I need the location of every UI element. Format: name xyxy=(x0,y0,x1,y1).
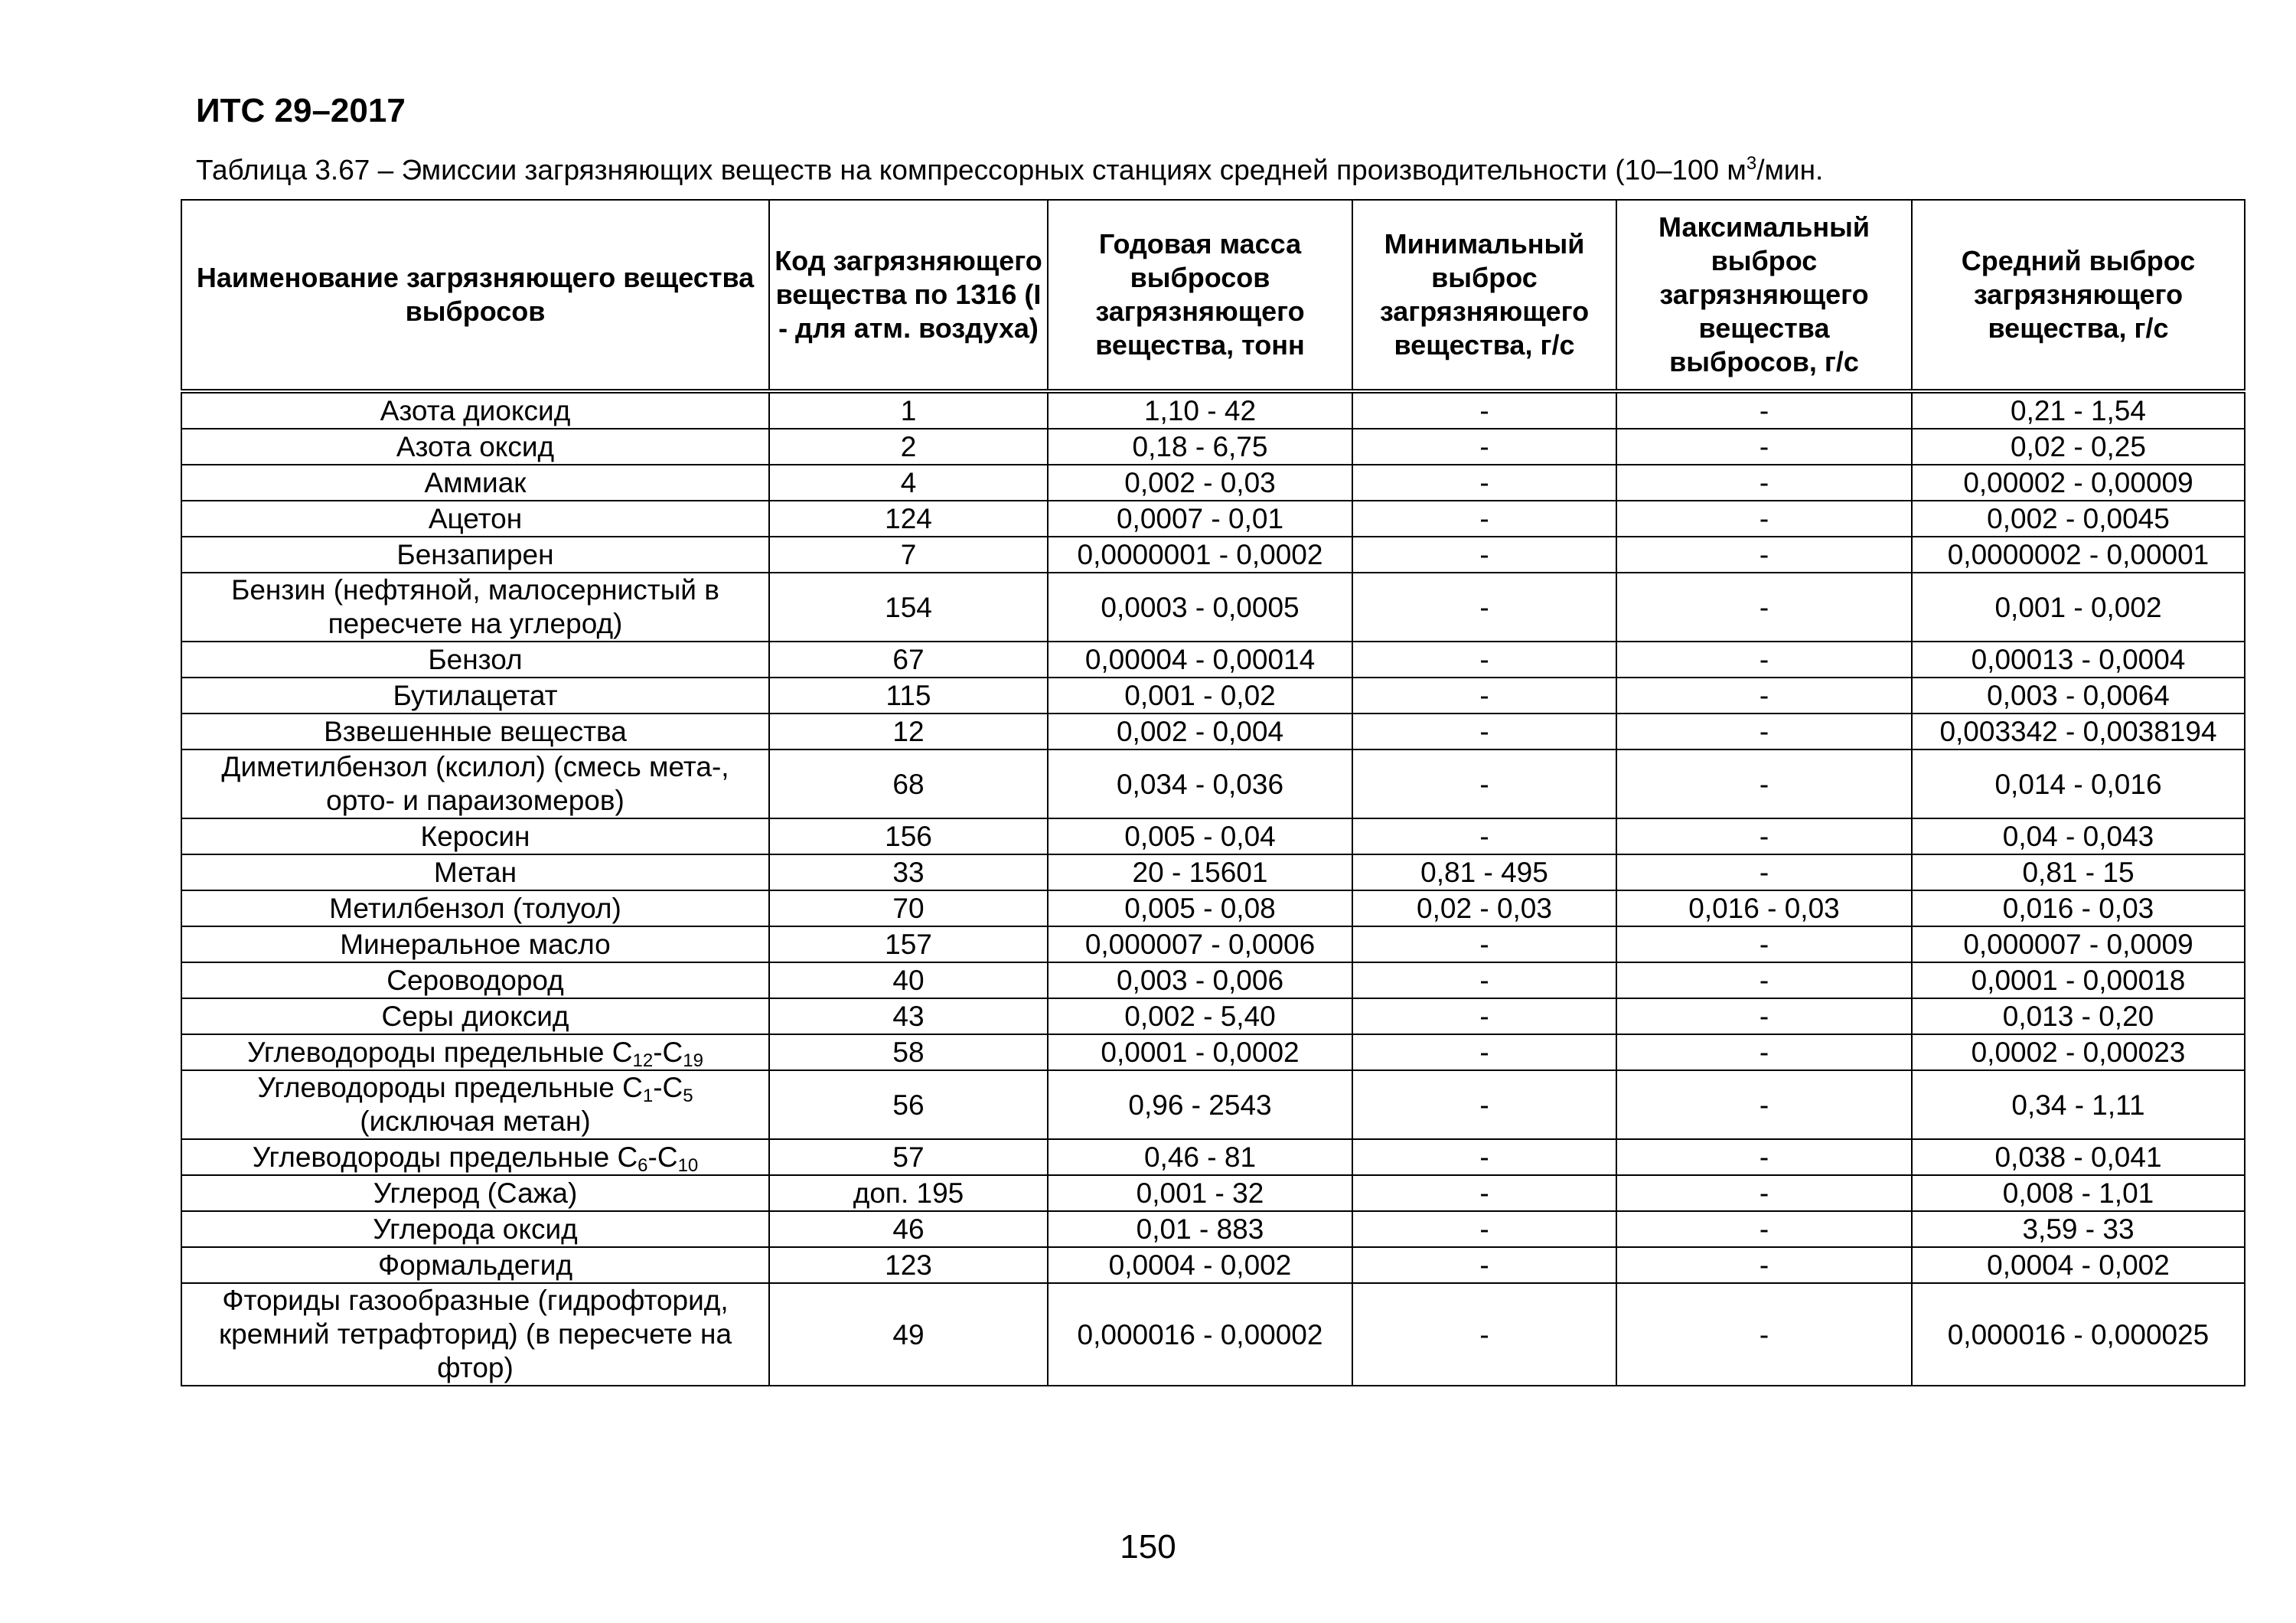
cell-max-emission: - xyxy=(1616,818,1912,854)
caption-text-end: /мин. xyxy=(1756,154,1824,186)
cell-avg-emission: 0,016 - 0,03 xyxy=(1912,890,2245,926)
cell-annual-mass: 0,002 - 0,03 xyxy=(1048,465,1352,501)
cell-substance-code: 67 xyxy=(769,642,1048,678)
cell-annual-mass: 0,002 - 5,40 xyxy=(1048,998,1352,1034)
table-row xyxy=(181,854,2245,890)
cell-min-emission: - xyxy=(1352,1211,1616,1247)
cell-annual-mass: 0,0004 - 0,002 xyxy=(1048,1247,1352,1283)
cell-max-emission: - xyxy=(1616,678,1912,714)
cell-avg-emission: 0,038 - 0,041 xyxy=(1912,1139,2245,1175)
cell-substance-name: Диметилбензол (ксилол) (смесь мета-, орто- и параизомеров) xyxy=(181,749,769,818)
table-row xyxy=(181,998,2245,1034)
cell-min-emission: - xyxy=(1352,678,1616,714)
cell-min-emission: - xyxy=(1352,962,1616,998)
cell-annual-mass: 0,01 - 883 xyxy=(1048,1211,1352,1247)
cell-annual-mass: 0,0000001 - 0,0002 xyxy=(1048,537,1352,573)
caption-text: Таблица 3.67 – Эмиссии загрязняющих веществ на компрессорных станциях средней производительности (10–100 м xyxy=(196,154,1746,186)
cell-min-emission: - xyxy=(1352,501,1616,537)
cell-max-emission: - xyxy=(1616,573,1912,642)
cell-min-emission: 0,02 - 0,03 xyxy=(1352,890,1616,926)
cell-annual-mass: 0,034 - 0,036 xyxy=(1048,749,1352,818)
cell-min-emission: - xyxy=(1352,1175,1616,1211)
cell-avg-emission: 0,000007 - 0,0009 xyxy=(1912,926,2245,962)
cell-max-emission: - xyxy=(1616,1283,1912,1386)
header-max-emission: Максимальный выброс загрязняющего вещества выбросов, г/с xyxy=(1616,200,1912,391)
cell-substance-name: Формальдегид xyxy=(181,1247,769,1283)
cell-substance-code: 68 xyxy=(769,749,1048,818)
cell-substance-code: 115 xyxy=(769,678,1048,714)
header-substance-name: Наименование загрязняющего вещества выбросов xyxy=(181,200,769,391)
cell-max-emission: - xyxy=(1616,501,1912,537)
cell-min-emission: - xyxy=(1352,429,1616,465)
cell-max-emission: - xyxy=(1616,1211,1912,1247)
cell-min-emission: 0,81 - 495 xyxy=(1352,854,1616,890)
table-row xyxy=(181,1139,2245,1175)
table-row xyxy=(181,391,2245,429)
cell-substance-name: Бутилацетат xyxy=(181,678,769,714)
cell-max-emission: 0,016 - 0,03 xyxy=(1616,890,1912,926)
cell-min-emission: - xyxy=(1352,642,1616,678)
cell-substance-code: 154 xyxy=(769,573,1048,642)
cell-annual-mass: 0,003 - 0,006 xyxy=(1048,962,1352,998)
cell-substance-code: 156 xyxy=(769,818,1048,854)
cell-annual-mass: 0,005 - 0,08 xyxy=(1048,890,1352,926)
cell-avg-emission: 3,59 - 33 xyxy=(1912,1211,2245,1247)
cell-min-emission: - xyxy=(1352,537,1616,573)
cell-annual-mass: 0,000007 - 0,0006 xyxy=(1048,926,1352,962)
cell-substance-name: Аммиак xyxy=(181,465,769,501)
cell-substance-name: Углеводороды предельные $C_6-C_{10}$ xyxy=(181,1139,769,1175)
cell-min-emission: - xyxy=(1352,1283,1616,1386)
page-number: 150 xyxy=(1120,1528,1176,1566)
cell-substance-code: 58 xyxy=(769,1034,1048,1070)
cell-max-emission: - xyxy=(1616,998,1912,1034)
cell-max-emission: - xyxy=(1616,749,1912,818)
cell-max-emission: - xyxy=(1616,642,1912,678)
cell-avg-emission: 0,0002 - 0,00023 xyxy=(1912,1034,2245,1070)
cell-max-emission: - xyxy=(1616,1175,1912,1211)
cell-annual-mass: 0,0001 - 0,0002 xyxy=(1048,1034,1352,1070)
cell-substance-name: Азота оксид xyxy=(181,429,769,465)
table-row xyxy=(181,818,2245,854)
cell-avg-emission: 0,04 - 0,043 xyxy=(1912,818,2245,854)
cell-max-emission: - xyxy=(1616,429,1912,465)
table-row xyxy=(181,642,2245,678)
cell-substance-name: Метилбензол (толуол) xyxy=(181,890,769,926)
cell-max-emission: - xyxy=(1616,714,1912,749)
table-row xyxy=(181,1211,2245,1247)
table-row xyxy=(181,429,2245,465)
cell-max-emission: - xyxy=(1616,537,1912,573)
cell-substance-code: 4 xyxy=(769,465,1048,501)
cell-substance-name: Сероводород xyxy=(181,962,769,998)
cell-min-emission: - xyxy=(1352,749,1616,818)
cell-substance-code: 1 xyxy=(769,391,1048,429)
cell-avg-emission: 0,00002 - 0,00009 xyxy=(1912,465,2245,501)
document-title: ИТС 29–2017 xyxy=(196,92,406,129)
cell-substance-name: Минеральное масло xyxy=(181,926,769,962)
cell-substance-name: Бензол xyxy=(181,642,769,678)
cell-substance-name: Серы диоксид xyxy=(181,998,769,1034)
cell-substance-name: Углерод (Сажа) xyxy=(181,1175,769,1211)
cell-max-emission: - xyxy=(1616,465,1912,501)
cell-substance-name: Керосин xyxy=(181,818,769,854)
cell-avg-emission: 0,81 - 15 xyxy=(1912,854,2245,890)
header-min-emission: Минимальный выброс загрязняющего вещества, г/с xyxy=(1352,200,1616,391)
cell-substance-code: 56 xyxy=(769,1070,1048,1139)
cell-max-emission: - xyxy=(1616,391,1912,429)
cell-annual-mass: 0,0003 - 0,0005 xyxy=(1048,573,1352,642)
cell-avg-emission: 0,0000002 - 0,00001 xyxy=(1912,537,2245,573)
table-row xyxy=(181,749,2245,818)
cell-avg-emission: 0,21 - 1,54 xyxy=(1912,391,2245,429)
cell-avg-emission: 0,02 - 0,25 xyxy=(1912,429,2245,465)
cell-max-emission: - xyxy=(1616,854,1912,890)
cell-min-emission: - xyxy=(1352,1139,1616,1175)
table-row xyxy=(181,465,2245,501)
table-row xyxy=(181,1175,2245,1211)
cell-min-emission: - xyxy=(1352,714,1616,749)
table-row xyxy=(181,890,2245,926)
cell-max-emission: - xyxy=(1616,962,1912,998)
cell-substance-code: 49 xyxy=(769,1283,1048,1386)
cell-annual-mass: 0,18 - 6,75 xyxy=(1048,429,1352,465)
cell-annual-mass: 0,001 - 0,02 xyxy=(1048,678,1352,714)
cell-substance-name: Углерода оксид xyxy=(181,1211,769,1247)
table-caption xyxy=(196,153,1823,186)
cell-avg-emission: 0,008 - 1,01 xyxy=(1912,1175,2245,1211)
table-row xyxy=(181,501,2245,537)
cell-min-emission: - xyxy=(1352,1034,1616,1070)
cell-avg-emission: 0,00013 - 0,0004 xyxy=(1912,642,2245,678)
cell-substance-name: Ацетон xyxy=(181,501,769,537)
cell-substance-code: 2 xyxy=(769,429,1048,465)
cell-annual-mass: 20 - 15601 xyxy=(1048,854,1352,890)
caption-superscript: 3 xyxy=(1746,153,1757,174)
cell-min-emission: - xyxy=(1352,818,1616,854)
table-row xyxy=(181,1283,2245,1386)
cell-avg-emission: 0,000016 - 0,000025 xyxy=(1912,1283,2245,1386)
header-substance-code: Код загрязняющего вещества по 1316 (I - для атм. воздуха) xyxy=(769,200,1048,391)
table-row xyxy=(181,926,2245,962)
table-body xyxy=(181,391,2245,1386)
table-row xyxy=(181,537,2245,573)
table-row xyxy=(181,1070,2245,1139)
cell-avg-emission: 0,001 - 0,002 xyxy=(1912,573,2245,642)
cell-substance-code: 124 xyxy=(769,501,1048,537)
cell-substance-name: Метан xyxy=(181,854,769,890)
cell-annual-mass: 0,002 - 0,004 xyxy=(1048,714,1352,749)
cell-min-emission: - xyxy=(1352,465,1616,501)
table-row xyxy=(181,714,2245,749)
cell-max-emission: - xyxy=(1616,1139,1912,1175)
cell-avg-emission: 0,0004 - 0,002 xyxy=(1912,1247,2245,1283)
cell-min-emission: - xyxy=(1352,998,1616,1034)
cell-annual-mass: 0,46 - 81 xyxy=(1048,1139,1352,1175)
cell-annual-mass: 1,10 - 42 xyxy=(1048,391,1352,429)
cell-substance-code: 7 xyxy=(769,537,1048,573)
cell-substance-code: 40 xyxy=(769,962,1048,998)
cell-max-emission: - xyxy=(1616,1034,1912,1070)
cell-annual-mass: 0,005 - 0,04 xyxy=(1048,818,1352,854)
cell-avg-emission: 0,002 - 0,0045 xyxy=(1912,501,2245,537)
cell-substance-code: 57 xyxy=(769,1139,1048,1175)
cell-annual-mass: 0,96 - 2543 xyxy=(1048,1070,1352,1139)
cell-avg-emission: 0,003342 - 0,0038194 xyxy=(1912,714,2245,749)
cell-substance-code: 46 xyxy=(769,1211,1048,1247)
table-row xyxy=(181,1034,2245,1070)
cell-max-emission: - xyxy=(1616,926,1912,962)
header-annual-mass: Годовая масса выбросов загрязняющего вещества, тонн xyxy=(1048,200,1352,391)
cell-avg-emission: 0,013 - 0,20 xyxy=(1912,998,2245,1034)
cell-substance-code: 157 xyxy=(769,926,1048,962)
table-header-row xyxy=(181,200,2245,391)
cell-max-emission: - xyxy=(1616,1247,1912,1283)
cell-substance-name: Углеводороды предельные $C_{12}-C_{19}$ xyxy=(181,1034,769,1070)
table-row xyxy=(181,678,2245,714)
cell-min-emission: - xyxy=(1352,1247,1616,1283)
cell-min-emission: - xyxy=(1352,1070,1616,1139)
cell-max-emission: - xyxy=(1616,1070,1912,1139)
cell-substance-name: Углеводороды предельные $C_1-C_5$ (исключая метан) xyxy=(181,1070,769,1139)
cell-substance-name: Азота диоксид xyxy=(181,391,769,429)
table-row xyxy=(181,573,2245,642)
cell-substance-name: Фториды газообразные (гидрофторид, кремний тетрафторид) (в пересчете на фтор) xyxy=(181,1283,769,1386)
cell-substance-name: Бензапирен xyxy=(181,537,769,573)
cell-substance-name: Бензин (нефтяной, малосернистый в пересчете на углерод) xyxy=(181,573,769,642)
cell-avg-emission: 0,34 - 1,11 xyxy=(1912,1070,2245,1139)
cell-substance-code: 12 xyxy=(769,714,1048,749)
emissions-table xyxy=(181,199,2245,1386)
cell-min-emission: - xyxy=(1352,391,1616,429)
cell-substance-name: Взвешенные вещества xyxy=(181,714,769,749)
cell-substance-code: 33 xyxy=(769,854,1048,890)
cell-min-emission: - xyxy=(1352,926,1616,962)
cell-annual-mass: 0,0007 - 0,01 xyxy=(1048,501,1352,537)
cell-avg-emission: 0,0001 - 0,00018 xyxy=(1912,962,2245,998)
cell-min-emission: - xyxy=(1352,573,1616,642)
cell-annual-mass: 0,00004 - 0,00014 xyxy=(1048,642,1352,678)
cell-annual-mass: 0,000016 - 0,00002 xyxy=(1048,1283,1352,1386)
cell-annual-mass: 0,001 - 32 xyxy=(1048,1175,1352,1211)
cell-substance-code: 70 xyxy=(769,890,1048,926)
table-row xyxy=(181,1247,2245,1283)
table-row xyxy=(181,962,2245,998)
cell-substance-code: 43 xyxy=(769,998,1048,1034)
cell-substance-code: доп. 195 xyxy=(769,1175,1048,1211)
cell-substance-code: 123 xyxy=(769,1247,1048,1283)
cell-avg-emission: 0,014 - 0,016 xyxy=(1912,749,2245,818)
header-avg-emission: Средний выброс загрязняющего вещества, г/с xyxy=(1912,200,2245,391)
cell-avg-emission: 0,003 - 0,0064 xyxy=(1912,678,2245,714)
